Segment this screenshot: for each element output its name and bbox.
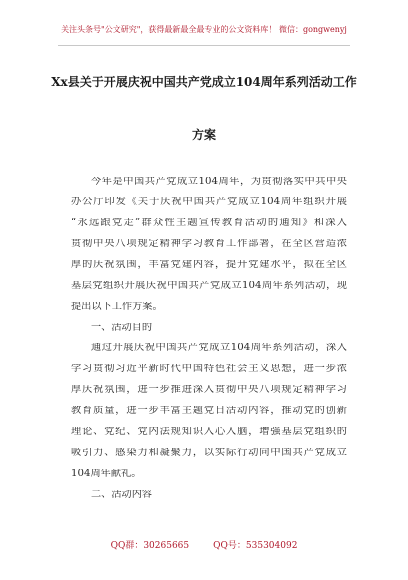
footer-contact: [0, 538, 408, 551]
paragraph-line: 理论、党纪、党内法规知识入心入脑，增强基层党组织的: [71, 427, 347, 437]
paragraph-line: 办公厅印发《关于庆祝中国共产党成立104周年组织开展: [71, 197, 347, 207]
paragraph-line: 吸引力、感染力和凝聚力，以实际行动向中国共产党成立: [71, 448, 347, 458]
paragraph-line: 厚的庆祝氛围，丰富党建内容，提升党建水平，拟在全区: [71, 260, 347, 270]
paragraph-line: 贯彻中央八项规定精神学习教育工作部署，在全区营造浓: [71, 239, 347, 249]
paragraph-line: 通过开展庆祝中国共产党成立104周年系列活动，深入: [91, 343, 347, 353]
document-title-line2: 方案: [191, 128, 216, 142]
paragraph-line: 今年是中国共产党成立104周年，为贯彻落实中共中央: [91, 177, 347, 187]
section-heading: 一、活动目的: [91, 323, 153, 333]
paragraph-line: 基层党组织开展庆祝中国共产党成立104周年系列活动，现: [71, 281, 347, 291]
paragraph-line: 学习贯彻习近平新时代中国特色社会主义思想，进一步浓: [71, 364, 347, 374]
section-heading: 二、活动内容: [91, 490, 153, 500]
paragraph-line: “永远跟党走”群众性主题宣传教育活动的通知》和深入: [71, 218, 347, 228]
header-banner: 关注头条号"公文研究"，获得最新最全最专业的公文资料库！ 微信：gongwenyj: [61, 25, 347, 34]
header-divider: [58, 45, 350, 46]
qq-number-text: QQ号：535304092: [213, 541, 298, 551]
paragraph-line: 厚庆祝氛围，进一步推进深入贯彻中央八项规定精神学习: [71, 385, 347, 395]
paragraph-line: 教育质量，进一步丰富主题党日活动内容，推动党的创新: [71, 406, 347, 416]
paragraph-line: 104周年献礼。: [71, 469, 142, 479]
qq-group-text: QQ群：30265665: [110, 541, 190, 551]
document-title: Xx县关于开展庆祝中国共产党成立104周年系列活动工作: [51, 75, 357, 89]
paragraph-line: 提出以下工作方案。: [71, 302, 163, 312]
